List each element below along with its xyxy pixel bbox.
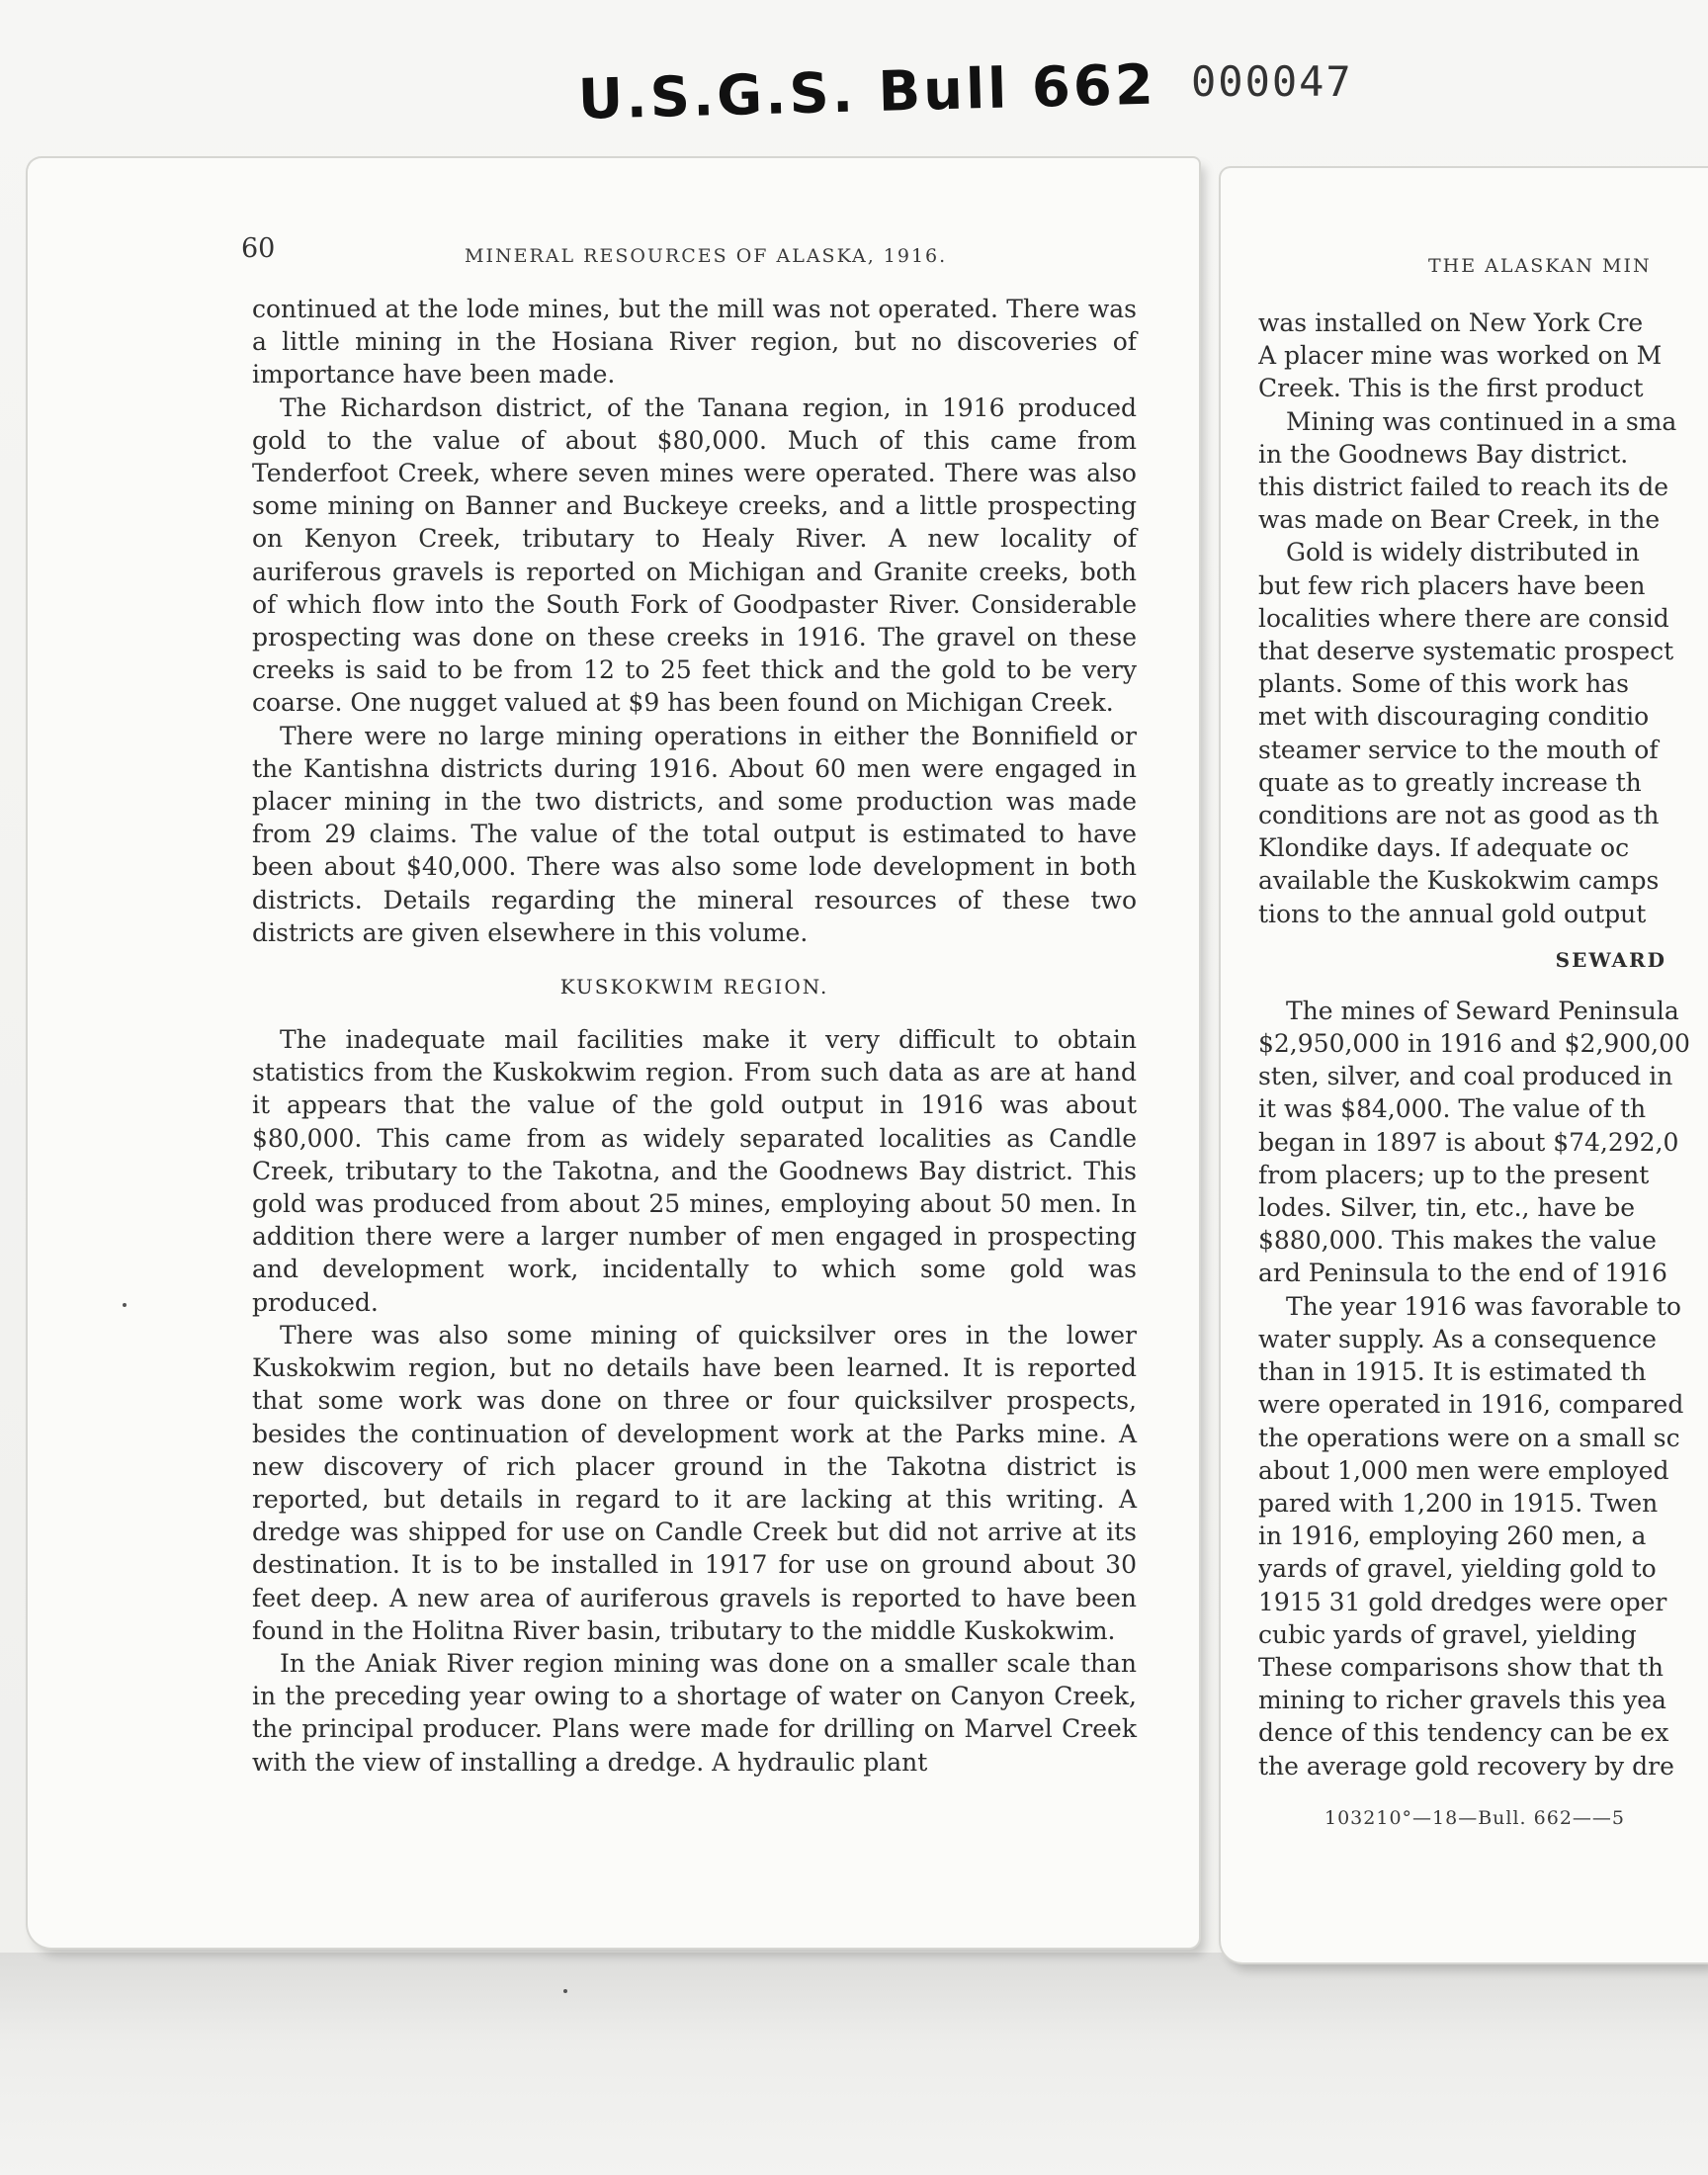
text-line: ard Peninsula to the end of 1916	[1258, 1259, 1667, 1288]
paragraph: The Richardson district, of the Tanana region, in 1916 produced gold to the value of about $80,000. Much of this came from Tenderfoot Creek, where seven mines were operated. There was also some mining on Banner and Buckeye creeks, and a little prospecting on Kenyon Creek, tributary to Healy River. A new locality of auriferous gravels is reported on Michigan and Granite creeks, both of which flow into the South Fork of Goodpaster River. Considerable prospecting was done on these creeks in 1916. The gravel on these creeks is said to be from 12 to 25 feet thick and the gold to be very coarse. One nugget valued at $9 has been found on Michigan Creek.	[252, 392, 1137, 718]
text-line: but few rich placers have been	[1258, 570, 1646, 600]
paragraph: There was also some mining of quicksilver ores in the lower Kuskokwim region, but no details have been learned. It is reported that some work was done on three or four quicksilver prospects, besides the continuation of development work at the Parks mine. A new discovery of rich placer ground in the Takotna district is reported, but details in regard to it are lacking at this writing. A dredge was shipped for use on Candle Creek but did not arrive at its destination. It is to be installed in 1917 for use on ground about 30 feet deep. A new area of auriferous gravels is reported to have been found in the Holitna River basin, tributary to the middle Kuskokwim.	[252, 1320, 1137, 1645]
text-line: from placers; up to the present	[1258, 1160, 1650, 1189]
text-line: than in 1915. It is estimated th	[1258, 1357, 1647, 1387]
text-line: dence of this tendency can be ex	[1258, 1718, 1669, 1748]
text-line: available the Kuskokwim camps	[1258, 866, 1660, 896]
paragraph: In the Aniak River region mining was done on a smaller scale than in the preceding year owing to a shortage of water on Canyon Creek, the principal producer. Plans were made for drilling on Marvel Creek with the view of installing a dredge. A hydraulic plant	[252, 1648, 1137, 1777]
text-line: in the Goodnews Bay district.	[1258, 439, 1629, 469]
text-line: it was $84,000. The value of th	[1258, 1094, 1647, 1124]
text-line: $2,950,000 in 1916 and $2,900,00	[1258, 1029, 1690, 1059]
scan-speck	[563, 1989, 567, 1993]
paragraph: continued at the lode mines, but the mill was not operated. There was a little mining in the Hosiana River region, but no discoveries of importance have been made.	[252, 295, 1137, 390]
text-line: began in 1897 is about $74,292,0	[1258, 1127, 1679, 1157]
text-line: met with discouraging conditio	[1258, 702, 1650, 732]
text-line: was installed on New York Cre	[1258, 308, 1644, 337]
text-line: mining to richer gravels this yea	[1258, 1686, 1666, 1715]
handwritten-annotation: U.S.G.S. Bull 662	[577, 52, 1157, 132]
text-line: sten, silver, and coal produced in	[1258, 1062, 1673, 1091]
text-line: yards of gravel, yielding gold to	[1258, 1554, 1657, 1584]
text-line: localities where there are consid	[1258, 603, 1669, 633]
page-number: 60	[241, 233, 276, 264]
text-line: were operated in 1916, compared	[1258, 1390, 1684, 1420]
text-line: The year 1916 was favorable to	[1286, 1291, 1681, 1321]
text-line: the operations were on a small sc	[1258, 1423, 1680, 1452]
text-line: A placer mine was worked on M	[1258, 341, 1663, 371]
paragraph: There were no large mining operations in either the Bonnifield or the Kantishna districts during 1916. About 60 men were engaged in placer mining in the two districts, and some production was made from 29 claims. The value of the total output is estimated to have been about $40,000. There was also some lode development in both districts. Details regarding the mineral resources of these two districts are given elsewhere in this volume.	[252, 721, 1137, 947]
section-heading-seward: SEWARD	[1555, 947, 1666, 972]
scan-speck	[123, 1303, 127, 1307]
text-line: 1915 31 gold dredges were oper	[1258, 1587, 1667, 1616]
paragraphs-after-heading	[252, 1023, 1137, 1779]
text-line: conditions are not as good as th	[1258, 801, 1660, 830]
text-line: tions to the annual gold output	[1258, 899, 1647, 928]
paragraph: The inadequate mail facilities make it very difficult to obtain statistics from the Kuskokwim region. From such data as are at hand it appears that the value of the gold output in 1916 was about $80,000. This came from as widely separated localities as Candle Creek, tributary to the Takotna, and the Goodnews Bay district. This gold was produced from about 25 mines, employing about 50 men. In addition there were a larger number of men engaged in prospecting and development work, incidentally to which some gold was produced.	[252, 1025, 1137, 1317]
left-body-text	[252, 293, 1137, 1779]
text-line: plants. Some of this work has	[1258, 669, 1629, 699]
text-line: was made on Bear Creek, in the	[1258, 505, 1661, 535]
text-line: quate as to greatly increase th	[1258, 767, 1642, 797]
section-heading-kuskokwim: KUSKOKWIM REGION.	[559, 975, 829, 1000]
footer-note: 103210°—18—Bull. 662——5	[1324, 1807, 1625, 1829]
text-line: lodes. Silver, tin, etc., have be	[1258, 1193, 1636, 1223]
text-line: $880,000. This makes the value	[1258, 1226, 1657, 1256]
paragraphs-before-heading	[252, 293, 1137, 949]
text-line: that deserve systematic prospect	[1258, 637, 1674, 666]
text-line: in 1916, employing 260 men, a	[1258, 1522, 1647, 1551]
text-line: Mining was continued in a sma	[1286, 406, 1677, 436]
text-line: cubic yards of gravel, yielding	[1258, 1619, 1637, 1649]
stamp-number: 000047	[1191, 57, 1353, 106]
text-line: These comparisons show that th	[1258, 1652, 1665, 1682]
scan-shadow	[0, 1953, 1708, 2175]
running-head-left: MINERAL RESOURCES OF ALASKA, 1916.	[465, 245, 948, 267]
text-line: pared with 1,200 in 1915. Twen	[1258, 1488, 1659, 1518]
text-line: The mines of Seward Peninsula	[1286, 996, 1679, 1025]
running-head-right: THE ALASKAN MIN	[1428, 255, 1652, 277]
text-line: Gold is widely distributed in	[1286, 538, 1640, 567]
right-body-text	[1258, 306, 1708, 1783]
text-line: about 1,000 men were employed	[1258, 1455, 1669, 1485]
text-line: water supply. As a consequence	[1258, 1324, 1657, 1353]
text-line: this district failed to reach its de	[1258, 473, 1668, 502]
text-line: steamer service to the mouth of	[1258, 735, 1659, 764]
lines-after-heading	[1258, 995, 1708, 1783]
text-line: Creek. This is the first product	[1258, 374, 1644, 403]
lines-before-heading	[1258, 306, 1708, 930]
text-line: Klondike days. If adequate oc	[1258, 833, 1630, 863]
text-line: the average gold recovery by dre	[1258, 1751, 1674, 1781]
